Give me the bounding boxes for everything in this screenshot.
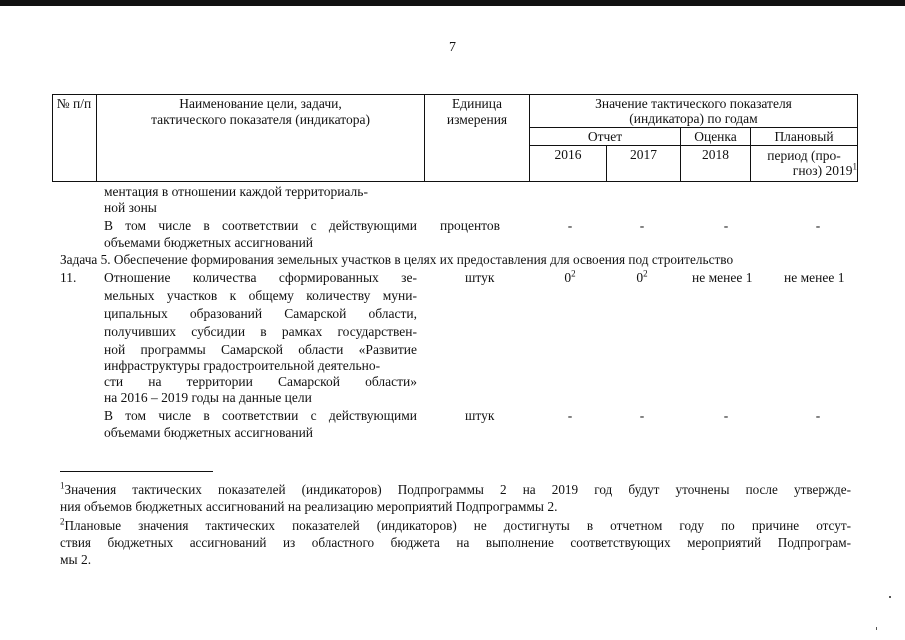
incl-b-2019: - <box>815 408 821 423</box>
header-values-2: (индикатора) по годам <box>629 111 758 126</box>
incl-b-unit: штук <box>465 408 495 423</box>
scan-speck <box>889 596 891 598</box>
footnote-2-mark: 2 <box>60 516 65 527</box>
row-11-line: получивших субсидии в рамках государствен- <box>104 324 417 339</box>
row-11-number: 11. <box>60 270 77 285</box>
header-unit-1: Единица <box>451 96 502 111</box>
incl-b-line-2: объемами бюджетных ассигнований <box>104 425 314 440</box>
cont-line-2: ной зоны <box>104 200 157 215</box>
cont-line-1: ментация в отношении каждой территориаль- <box>104 184 368 199</box>
row-11-line: сти на территории Самарской области» <box>104 374 417 389</box>
footnote-2-line-2: ствия бюджетных ассигнований из областного бюджета на выполнение соответствующих мероприятий Подпрограм- <box>60 535 851 550</box>
incl-b-line-1: В том числе в соответствии с действующими <box>104 408 417 423</box>
row-11-2016: $0^2$ <box>564 268 576 285</box>
footnote-2-line-3: мы 2. <box>60 552 92 567</box>
scan-edge <box>0 0 905 6</box>
page-number: 7 <box>449 40 456 55</box>
header-year-2018: 2018 <box>702 147 729 162</box>
incl-a-unit: процентов <box>440 218 501 233</box>
scan-speck <box>876 627 877 630</box>
row-11-2017: $0^2$ <box>636 268 648 285</box>
header-planned: Плановый <box>774 129 834 144</box>
incl-a-2017: - <box>639 218 645 233</box>
incl-a-2018: - <box>723 218 729 233</box>
footnote-1-line-1: $^1$Значения тактических показателей (индикаторов) Подпрограммы 2 на 2019 год будут уточнены после утвержде- <box>60 480 851 497</box>
footnote-1-mark: 1 <box>60 480 65 491</box>
incl-a-line-1: В том числе в соответствии с действующими <box>104 218 417 233</box>
incl-a-2019: - <box>815 218 821 233</box>
header-unit-2: измерения <box>446 112 508 127</box>
row-11-line: на 2016 – 2019 годы на данные цели <box>104 390 312 405</box>
task-5-heading: Задача 5. Обеспечение формирования земельных участков в целях их предоставления для освоения под строительство <box>60 252 734 267</box>
header-name-1: Наименование цели, задачи, <box>179 96 342 111</box>
header-year-2017: 2017 <box>630 147 657 162</box>
incl-a-line-2: объемами бюджетных ассигнований <box>104 235 314 250</box>
footnote-2-line-1: $^2$Плановые значения тактических показателей (индикаторов) не достигнуты в отчетном году по причине отсут- <box>60 516 851 533</box>
row-11-line: инфраструктуры градостроительной деятельно- <box>104 358 381 373</box>
row-11-2019: не менее 1 <box>784 270 845 285</box>
incl-b-2018: - <box>723 408 729 423</box>
footnote-1-line-2: ния объемов бюджетных ассигнований на реализацию мероприятий Подпрограммы 2. <box>60 499 558 514</box>
incl-b-2017: - <box>639 408 645 423</box>
header-num: № п/п <box>56 96 92 111</box>
header-estimate: Оценка <box>694 129 737 144</box>
header-year-2016: 2016 <box>554 147 582 162</box>
row-11-line: ной программы Самарской области «Развитие <box>104 342 417 357</box>
row-11-unit: штук <box>465 270 495 285</box>
incl-a-2016: - <box>567 218 573 233</box>
header-values-1: Значение тактического показателя <box>595 96 792 111</box>
header-report: Отчет <box>587 129 623 144</box>
row-11-line: Отношение количества сформированных зе- <box>104 270 417 285</box>
header-planned-2: период (про- <box>767 148 841 163</box>
header-planned-3: гноз) 2019$^1$ <box>792 161 857 178</box>
footnote-separator <box>60 471 213 472</box>
row-11-line: мельных участков к общему количеству муни- <box>104 288 417 303</box>
incl-b-2016: - <box>567 408 573 423</box>
header-name-2: тактического показателя (индикатора) <box>151 112 370 127</box>
row-11-line: ципальных образований Самарской области, <box>104 306 417 321</box>
row-11-2018: не менее 1 <box>692 270 753 285</box>
